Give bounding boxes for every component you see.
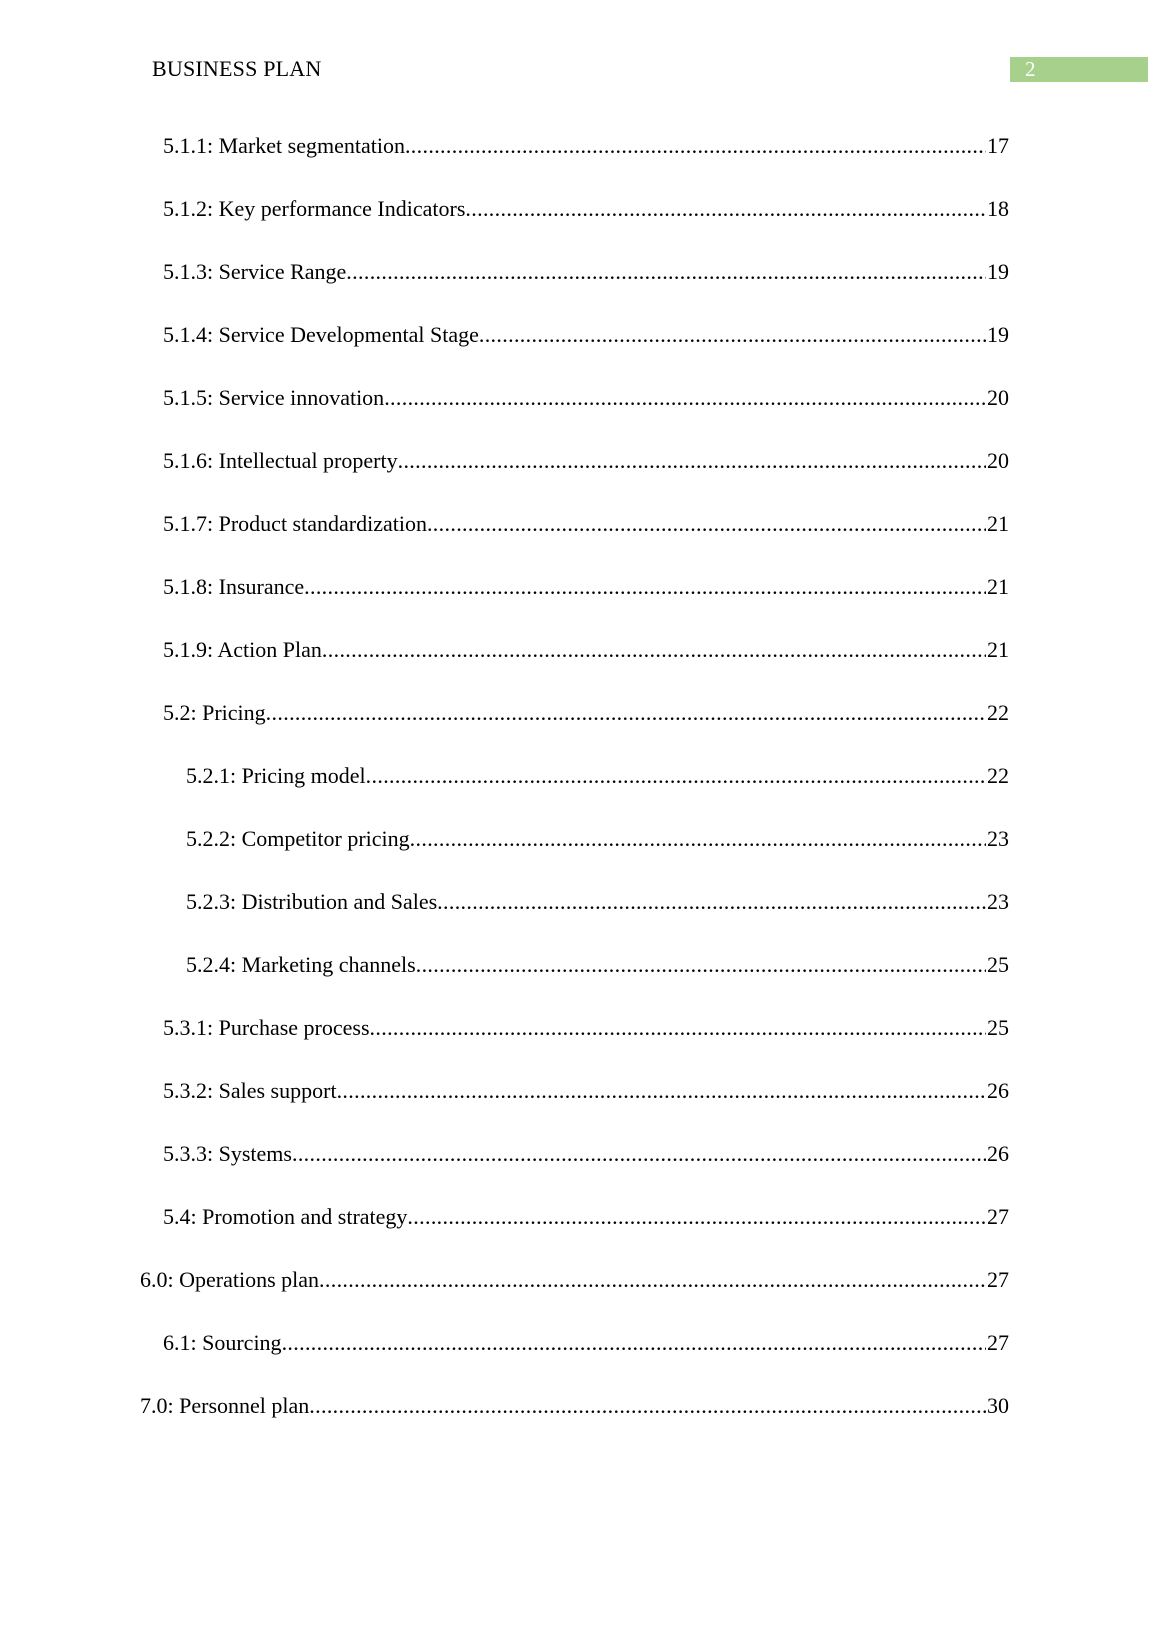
toc-entry-title: 6.0: Operations plan <box>140 1267 320 1292</box>
toc-entry[interactable] <box>186 887 1009 917</box>
toc-entry[interactable] <box>163 383 1009 413</box>
toc-dot-leader <box>292 1139 986 1169</box>
toc-entry[interactable] <box>163 1139 1009 1169</box>
toc-dot-leader <box>407 1202 986 1232</box>
toc-dot-leader <box>282 1328 986 1358</box>
toc-entry-title: 5.4: Promotion and strategy <box>163 1204 408 1229</box>
toc-entry-page: 27 <box>987 1204 1009 1229</box>
toc-entry[interactable] <box>163 635 1009 665</box>
toc-entry-page: 27 <box>987 1330 1009 1355</box>
toc-dot-leader <box>319 1265 986 1295</box>
toc-entry[interactable] <box>163 1013 1009 1043</box>
toc-dot-leader <box>309 1391 986 1421</box>
toc-entry[interactable] <box>140 1265 1009 1295</box>
toc-entry-page: 26 <box>987 1078 1009 1103</box>
toc-entry-page: 21 <box>987 511 1009 536</box>
toc-entry-title: 5.3.2: Sales support <box>163 1078 337 1103</box>
toc-entry-page: 20 <box>987 385 1009 410</box>
toc-entry-title: 5.1.5: Service innovation <box>163 385 385 410</box>
toc-entry-page: 21 <box>987 637 1009 662</box>
toc-entry-page: 25 <box>987 1015 1009 1040</box>
toc-entry-page: 21 <box>987 574 1009 599</box>
toc-entry[interactable] <box>140 1391 1009 1421</box>
toc-entry-title: 5.1.4: Service Developmental Stage <box>163 322 479 347</box>
toc-entry[interactable] <box>186 950 1009 980</box>
toc-entry-title: 5.1.3: Service Range <box>163 259 347 284</box>
toc-dot-leader <box>384 383 986 413</box>
toc-entry-title: 5.1.9: Action Plan <box>163 637 322 662</box>
toc-entry-title: 5.1.2: Key performance Indicators <box>163 196 466 221</box>
toc-entry-title: 5.2: Pricing <box>163 700 266 725</box>
toc-dot-leader <box>398 446 986 476</box>
toc-dot-leader <box>337 1076 986 1106</box>
toc-entry-title: 5.1.7: Product standardization <box>163 511 427 536</box>
toc-dot-leader <box>479 320 986 350</box>
toc-entry[interactable] <box>163 1202 1009 1232</box>
toc-entry-page: 26 <box>987 1141 1009 1166</box>
toc-entry[interactable] <box>163 1076 1009 1106</box>
toc-entry-page: 23 <box>987 889 1009 914</box>
toc-entry[interactable] <box>163 257 1009 287</box>
toc-dot-leader <box>370 1013 986 1043</box>
toc-entry-title: 6.1: Sourcing <box>163 1330 282 1355</box>
page-number-badge: 2 <box>1010 57 1148 82</box>
toc-entry[interactable] <box>163 698 1009 728</box>
toc-entry-page: 30 <box>987 1393 1009 1418</box>
toc-dot-leader <box>266 698 986 728</box>
toc-entry-title: 5.2.4: Marketing channels <box>186 952 416 977</box>
toc-entry-title: 5.2.3: Distribution and Sales <box>186 889 438 914</box>
toc-entry-title: 5.3.3: Systems <box>163 1141 292 1166</box>
toc-dot-leader <box>416 950 986 980</box>
toc-entry-title: 7.0: Personnel plan <box>140 1393 310 1418</box>
toc-dot-leader <box>437 887 986 917</box>
toc-dot-leader <box>405 131 986 161</box>
toc-dot-leader <box>427 509 986 539</box>
toc-entry[interactable] <box>163 509 1009 539</box>
toc-entry-title: 5.2.2: Competitor pricing <box>186 826 410 851</box>
toc-entry-page: 22 <box>987 763 1009 788</box>
toc-entry[interactable] <box>163 320 1009 350</box>
toc-entry-page: 27 <box>987 1267 1009 1292</box>
toc-entry-title: 5.1.1: Market segmentation <box>163 133 405 158</box>
toc-entry-page: 17 <box>987 133 1009 158</box>
toc-entry-page: 22 <box>987 700 1009 725</box>
toc-dot-leader <box>346 257 986 287</box>
running-header-title: BUSINESS PLAN <box>152 56 322 81</box>
toc-entry-page: 18 <box>987 196 1009 221</box>
toc-entry-title: 5.2.1: Pricing model <box>186 763 366 788</box>
toc-entry[interactable] <box>163 131 1009 161</box>
toc-dot-leader <box>322 635 986 665</box>
toc-dot-leader <box>304 572 986 602</box>
toc-entry-page: 19 <box>987 322 1009 347</box>
toc-entry[interactable] <box>163 572 1009 602</box>
toc-dot-leader <box>465 194 986 224</box>
toc-entry-title: 5.3.1: Purchase process <box>163 1015 370 1040</box>
toc-entry[interactable] <box>163 194 1009 224</box>
toc-entry[interactable] <box>186 761 1009 791</box>
toc-entry-title: 5.1.6: Intellectual property <box>163 448 398 473</box>
toc-entry[interactable] <box>163 446 1009 476</box>
toc-entry-page: 25 <box>987 952 1009 977</box>
toc-entry-title: 5.1.8: Insurance <box>163 574 305 599</box>
toc-entry-page: 23 <box>987 826 1009 851</box>
toc-dot-leader <box>366 761 986 791</box>
toc-entry-page: 20 <box>987 448 1009 473</box>
toc-entry-page: 19 <box>987 259 1009 284</box>
toc-entry[interactable] <box>163 1328 1009 1358</box>
toc-dot-leader <box>410 824 986 854</box>
toc-entry[interactable] <box>186 824 1009 854</box>
